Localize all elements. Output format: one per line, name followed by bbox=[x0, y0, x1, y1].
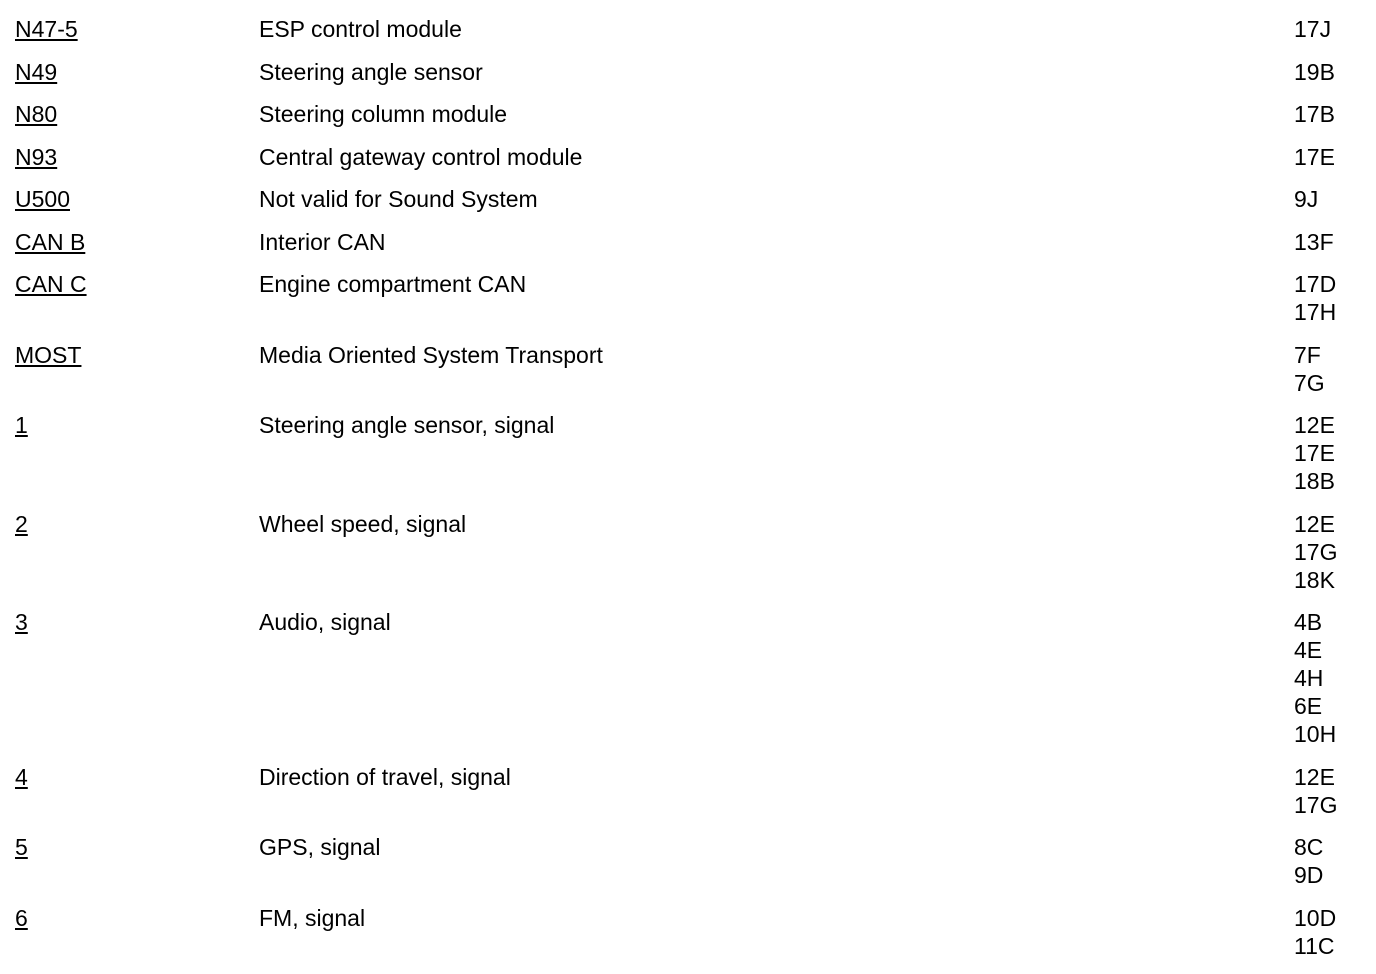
legend-code-cell bbox=[0, 341, 259, 369]
grid-reference[interactable]: 17J bbox=[1294, 16, 1332, 42]
legend-description: Not valid for Sound System bbox=[259, 186, 538, 212]
legend-code-cell bbox=[0, 100, 259, 128]
legend-code-link[interactable]: 5 bbox=[15, 834, 28, 860]
legend-code-link[interactable]: U500 bbox=[15, 186, 70, 212]
legend-description: Engine compartment CAN bbox=[259, 271, 527, 297]
legend-grid-refs bbox=[1294, 904, 1336, 960]
legend-code-link[interactable]: 2 bbox=[15, 510, 28, 537]
legend-code-link[interactable]: N49 bbox=[15, 58, 58, 85]
grid-reference[interactable]: 9D bbox=[1294, 862, 1324, 888]
legend-grid-refs bbox=[1294, 15, 1331, 43]
legend-grid-refs bbox=[1294, 143, 1335, 171]
grid-reference[interactable]: 17G bbox=[1294, 538, 1338, 565]
grid-reference[interactable]: 4E bbox=[1294, 637, 1323, 663]
grid-reference[interactable]: 17B bbox=[1294, 101, 1335, 127]
legend-code-cell bbox=[0, 608, 259, 636]
grid-reference[interactable]: 7F bbox=[1294, 341, 1321, 368]
legend-grid-refs bbox=[1294, 411, 1335, 495]
legend-grid-refs bbox=[1294, 58, 1335, 86]
legend-code-link[interactable]: CAN C bbox=[15, 271, 87, 297]
grid-reference[interactable]: 12E bbox=[1294, 510, 1335, 537]
legend-grid-refs bbox=[1294, 341, 1325, 397]
legend-code-link[interactable]: 1 bbox=[15, 412, 28, 438]
grid-reference[interactable]: 12E bbox=[1294, 412, 1335, 438]
legend-row bbox=[0, 58, 1376, 86]
legend-row bbox=[0, 100, 1376, 128]
grid-reference[interactable]: 8C bbox=[1294, 834, 1324, 860]
legend-description: Media Oriented System Transport bbox=[259, 341, 603, 368]
legend-code-link[interactable]: N93 bbox=[15, 143, 58, 170]
legend-row bbox=[0, 228, 1376, 256]
legend-description: Steering angle sensor bbox=[259, 58, 483, 85]
legend-description: Audio, signal bbox=[259, 609, 391, 635]
grid-reference[interactable]: 17H bbox=[1294, 299, 1337, 325]
legend-grid-refs bbox=[1294, 510, 1337, 594]
legend-code-cell bbox=[0, 185, 259, 213]
grid-reference[interactable]: 4B bbox=[1294, 609, 1323, 635]
legend-description: Steering column module bbox=[259, 101, 508, 127]
legend-row bbox=[0, 833, 1376, 889]
legend-grid-refs bbox=[1294, 270, 1336, 326]
grid-reference[interactable]: 6E bbox=[1294, 693, 1323, 719]
grid-reference[interactable]: 17E bbox=[1294, 440, 1335, 466]
legend-row bbox=[0, 608, 1376, 748]
legend-description: GPS, signal bbox=[259, 834, 381, 860]
legend-code-link[interactable]: CAN B bbox=[15, 228, 86, 255]
legend-code-cell bbox=[0, 411, 259, 439]
legend-description: FM, signal bbox=[259, 904, 366, 931]
legend-grid-refs bbox=[1294, 608, 1336, 748]
grid-reference[interactable]: 17G bbox=[1294, 791, 1338, 818]
legend-code-cell bbox=[0, 228, 259, 256]
legend-code-cell bbox=[0, 270, 259, 298]
grid-reference[interactable]: 19B bbox=[1294, 58, 1335, 85]
legend-code-cell bbox=[0, 58, 259, 86]
legend-code-link[interactable]: MOST bbox=[15, 341, 82, 368]
legend-description: Interior CAN bbox=[259, 228, 386, 255]
legend-row bbox=[0, 270, 1376, 326]
grid-reference[interactable]: 11C bbox=[1294, 932, 1335, 959]
grid-reference[interactable]: 7G bbox=[1294, 369, 1325, 396]
legend-grid-refs bbox=[1294, 185, 1318, 213]
grid-reference[interactable]: 4H bbox=[1294, 665, 1324, 691]
legend-table bbox=[0, 15, 1376, 974]
grid-reference[interactable]: 10H bbox=[1294, 721, 1337, 747]
grid-reference[interactable]: 13F bbox=[1294, 228, 1334, 255]
legend-row bbox=[0, 341, 1376, 397]
legend-code-link[interactable]: 6 bbox=[15, 904, 28, 931]
legend-description: Central gateway control module bbox=[259, 143, 583, 170]
legend-code-cell bbox=[0, 904, 259, 932]
legend-code-cell bbox=[0, 143, 259, 171]
legend-row bbox=[0, 15, 1376, 43]
legend-code-cell bbox=[0, 833, 259, 861]
legend-row bbox=[0, 510, 1376, 594]
legend-code-link[interactable]: 4 bbox=[15, 763, 28, 790]
legend-grid-refs bbox=[1294, 833, 1323, 889]
legend-row bbox=[0, 185, 1376, 213]
legend-row bbox=[0, 411, 1376, 495]
legend-code-cell bbox=[0, 15, 259, 43]
legend-row bbox=[0, 143, 1376, 171]
grid-reference[interactable]: 10D bbox=[1294, 904, 1337, 931]
legend-grid-refs bbox=[1294, 100, 1335, 128]
grid-reference[interactable]: 9J bbox=[1294, 186, 1319, 212]
grid-reference[interactable]: 18K bbox=[1294, 566, 1335, 593]
legend-grid-refs bbox=[1294, 228, 1334, 256]
legend-description: ESP control module bbox=[259, 16, 462, 42]
legend-grid-refs bbox=[1294, 763, 1337, 819]
legend-code-link[interactable]: N47-5 bbox=[15, 16, 78, 42]
grid-reference[interactable]: 12E bbox=[1294, 763, 1335, 790]
grid-reference[interactable]: 17D bbox=[1294, 271, 1337, 297]
legend-code-cell bbox=[0, 510, 259, 538]
legend-row bbox=[0, 904, 1376, 960]
legend-code-link[interactable]: 3 bbox=[15, 609, 28, 635]
legend-description: Direction of travel, signal bbox=[259, 763, 511, 790]
legend-description: Steering angle sensor, signal bbox=[259, 412, 555, 438]
legend-row bbox=[0, 763, 1376, 819]
grid-reference[interactable]: 18B bbox=[1294, 468, 1335, 494]
legend-code-link[interactable]: N80 bbox=[15, 101, 58, 127]
grid-reference[interactable]: 17E bbox=[1294, 143, 1335, 170]
legend-code-cell bbox=[0, 763, 259, 791]
legend-description: Wheel speed, signal bbox=[259, 510, 467, 537]
